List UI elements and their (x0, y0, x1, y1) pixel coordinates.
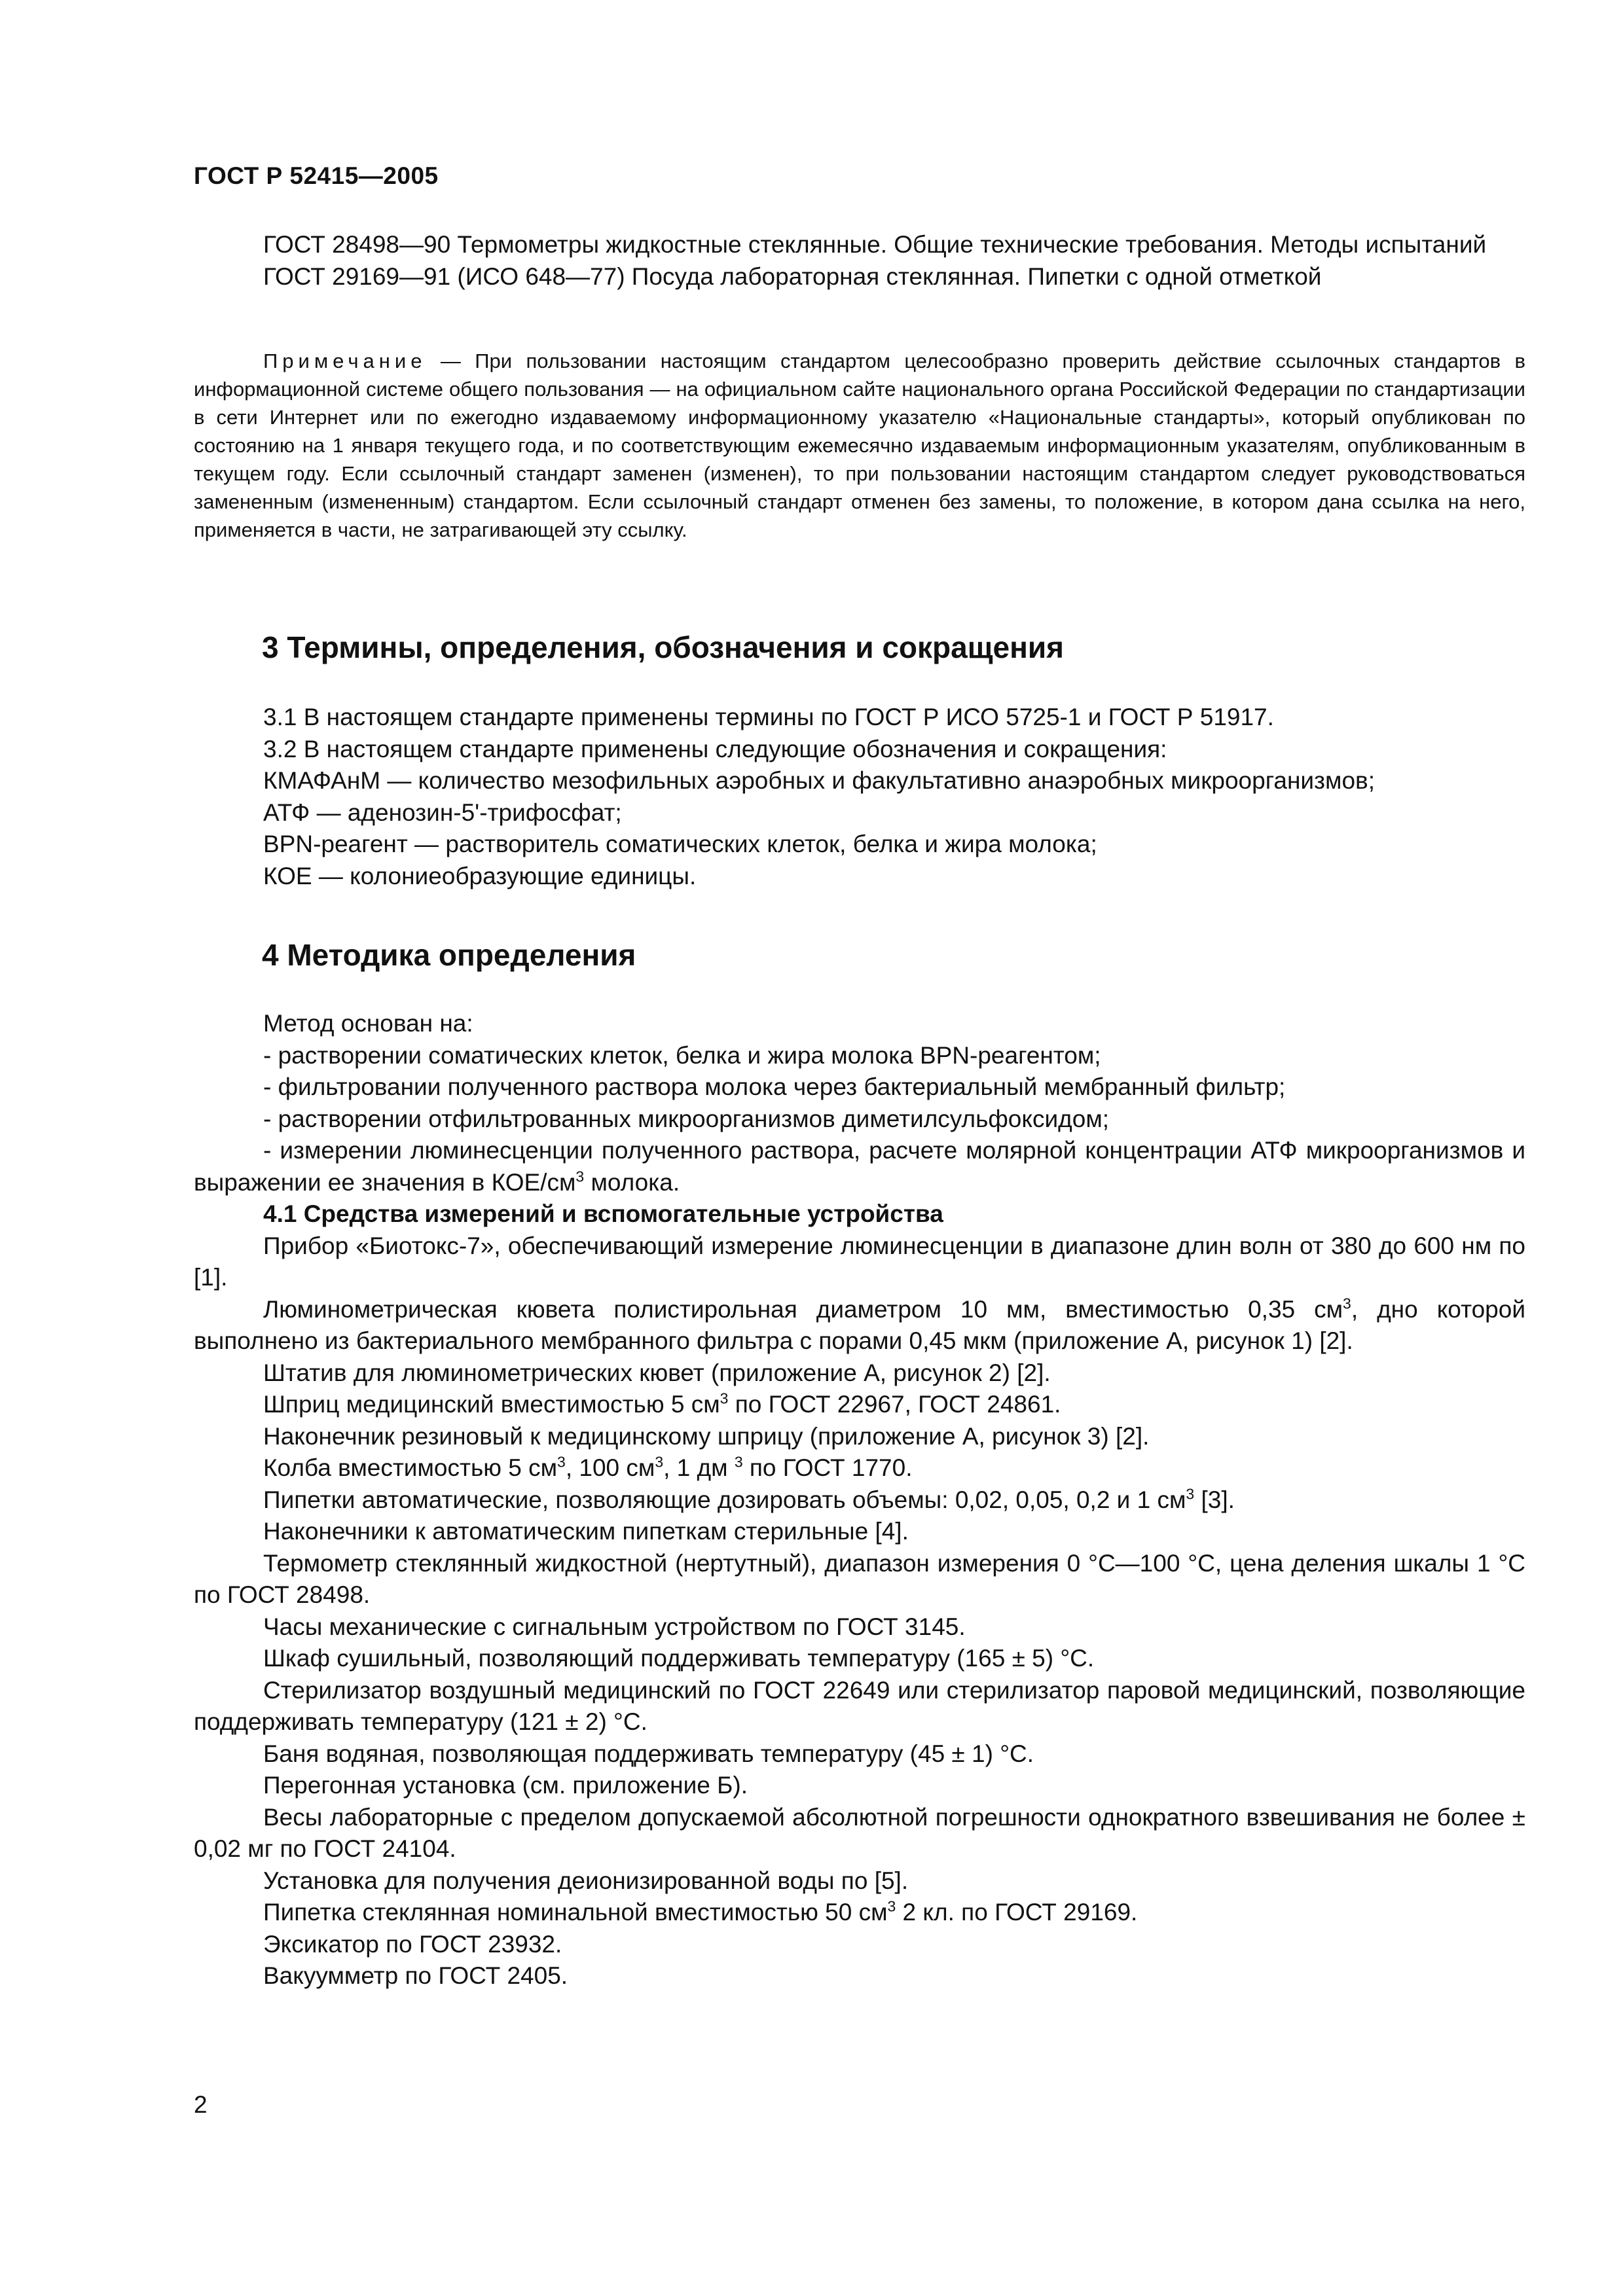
page-number: 2 (194, 2091, 208, 2118)
equipment-item: Наконечник резиновый к медицинскому шприцу (приложение А, рисунок 3) [2]. (263, 1422, 1150, 1450)
section-3-line: КОЕ — колониеобразующие единицы. (263, 862, 697, 889)
section-4-title: 4 Методика определения (262, 938, 636, 972)
equipment-item: Часы механические с сигнальным устройством по ГОСТ 3145. (263, 1613, 966, 1640)
subsection-4-1-title: 4.1 Средства измерений и вспомогательные устройства (263, 1200, 943, 1227)
section-3-line: КМАФАнМ — количество мезофильных аэробных и факультативно анаэробных микроорганизмов; (263, 767, 1375, 794)
method-bullet: - растворении отфильтрованных микроорганизмов диметилсульфоксидом; (263, 1105, 1110, 1132)
note-label: Примечание (263, 350, 427, 372)
equipment-item: Шкаф сушильный, позволяющий поддерживать температуру (165 ± 5) °С. (263, 1645, 1095, 1672)
section-3-line: 3.2 В настоящем стандарте применены следующие обозначения и сокращения: (263, 735, 1167, 762)
section-4-body (194, 1008, 1525, 1992)
equipment-item: Штатив для люминометрических кювет (приложение А, рисунок 2) [2]. (263, 1359, 1051, 1386)
equipment-item: Прибор «Биотокс-7», обеспечивающий измерение люминесценции в диапазоне длин волн от 380 до 600 нм по [1]. (194, 1232, 1525, 1291)
method-bullet: - растворении соматических клеток, белка и жира молока BPN-реагентом; (263, 1041, 1101, 1069)
method-bullet: - измерении люминесценции полученного раствора, расчете молярной концентрации АТФ микроорганизмов и выражении ее значения в КОЕ/$см^3$ молока. (194, 1137, 1525, 1196)
normative-references (194, 229, 1525, 293)
note-paragraph (194, 347, 1525, 544)
equipment-item: Термометр стеклянный жидкостной (нертутный), диапазон измерения 0 °С—100 °С, цена деления шкалы 1 °С по ГОСТ 28498. (194, 1549, 1525, 1608)
equipment-item: Колба вместимостью 5 $см^3$, 100 $см^3$, 1 дм $^3$ по ГОСТ 1770. (263, 1453, 913, 1481)
equipment-item: Стерилизатор воздушный медицинский по ГОСТ 22649 или стерилизатор паровой медицинский, позволяющие поддерживать температуру (121 ± 2) °С. (194, 1676, 1525, 1735)
equipment-item: Пипетка стеклянная номинальной вместимостью 50 $см^3$ 2 кл. по ГОСТ 29169. (263, 1897, 1138, 1926)
method-bullet: - фильтровании полученного раствора молока через бактериальный мембранный фильтр; (263, 1073, 1286, 1100)
equipment-item: Шприц медицинский вместимостью 5 $см^3$ по ГОСТ 22967, ГОСТ 24861. (263, 1390, 1061, 1418)
section-3-line: АТФ — аденозин-5'-трифосфат; (263, 798, 622, 826)
document-header: ГОСТ Р 52415—2005 (194, 162, 439, 189)
section-3-line: 3.1 В настоящем стандарте применены термины по ГОСТ Р ИСО 5725-1 и ГОСТ Р 51917. (263, 704, 1274, 730)
reference-item: ГОСТ 28498—90 Термометры жидкостные стеклянные. Общие технические требования. Методы испытаний (263, 231, 1487, 258)
section-3-line: BPN-реагент — растворитель соматических клеток, белка и жира молока; (263, 831, 1097, 857)
equipment-item: Люминометрическая кювета полистирольная диаметром 10 мм, вместимостью 0,35 $см^3$, дно которой выполнено из бактериального мембранного фильтра с порами 0,45 мкм (приложение А, рисунок 1) [2]. (194, 1294, 1525, 1354)
equipment-item: Вакуумметр по ГОСТ 2405. (263, 1962, 568, 1989)
section-3-title: 3 Термины, определения, обозначения и сокращения (262, 630, 1064, 664)
section-3-body (194, 702, 1525, 892)
method-intro: Метод основан на: (263, 1010, 473, 1037)
note-block (194, 347, 1525, 544)
equipment-item: Эксикатор по ГОСТ 23932. (263, 1930, 562, 1958)
equipment-item: Пипетки автоматические, позволяющие дозировать объемы: 0,02, 0,05, 0,2 и 1 $см^3$ [3]. (263, 1484, 1235, 1513)
equipment-item: Установка для получения деионизированной воды по [5]. (263, 1867, 909, 1894)
note-text: — При пользовании настоящим стандартом целесообразно проверить действие ссылочных стандартов в информационной системе общего пользования — на официальном сайте национального органа Российской Федерации по стандартизации в сети Интернет или по ежегодно издаваемому информационному указателю «Национальные стандарты», который опубликован по состоянию на 1 января текущего года, и по соответствующим ежемесячно издаваемым информационным указателям, опубликованным в текущем году. Если ссылочный стандарт заменен (изменен), то при пользовании настоящим стандартом следует руководствоваться замененным (измененным) стандартом. Если ссылочный стандарт отменен без замены, то положение, в котором дана ссылка на него, применяется в части, не затрагивающей эту ссылку. (194, 350, 1525, 541)
equipment-item: Перегонная установка (см. приложение Б). (263, 1772, 748, 1799)
equipment-item: Наконечники к автоматическим пипеткам стерильные [4]. (263, 1518, 909, 1545)
equipment-item: Баня водяная, позволяющая поддерживать температуру (45 ± 1) °С. (263, 1740, 1034, 1767)
reference-item: ГОСТ 29169—91 (ИСО 648—77) Посуда лабораторная стеклянная. Пипетки с одной отметкой (263, 262, 1322, 290)
equipment-item: Весы лабораторные с пределом допускаемой абсолютной погрешности однократного взвешивания не более ± 0,02 мг по ГОСТ 24104. (194, 1803, 1525, 1862)
